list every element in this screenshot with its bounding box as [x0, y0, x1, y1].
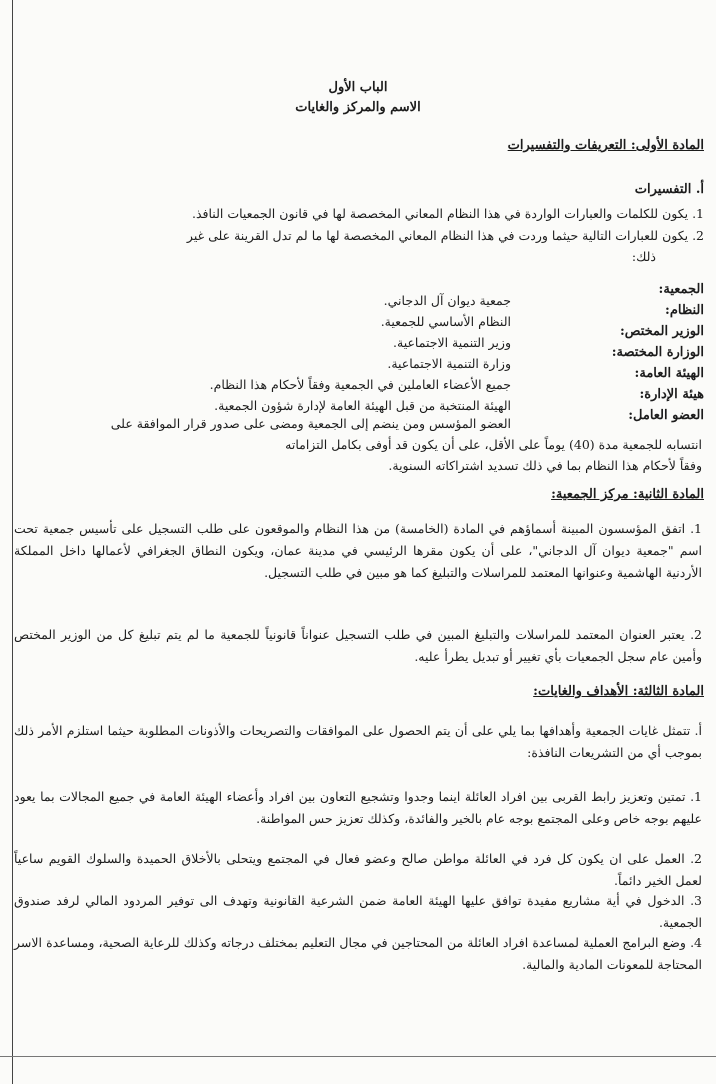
- goal-item: 3. الدخول في أية مشاريع مفيدة توافق عليها الهيئة العامة ضمن الشرعية القانونية وتهدف الى توفير المردود المالي لرفد صندوق الجمعية.: [14, 893, 702, 930]
- definition-term: الوزارة المختصة:: [611, 345, 704, 360]
- definition-term: هيئة الإدارة:: [639, 387, 704, 402]
- chapter-subtitle: الاسم والمركز والغايات: [295, 100, 421, 115]
- member-definition-line3: وفقاً لأحكام هذا النظام بما في ذلك تسديد اشتراكاته السنوية.: [388, 458, 702, 473]
- goal-item: 4. وضع البرامج العملية لمساعدة افراد العائلة من المحتاجين في مجال التعليم بمختلف درجاته وكذلك للرعاية الصحية، ومساعدة الاسر المحتاجة للمعونات المادية والمالية.: [14, 935, 702, 972]
- definition-terms: [564, 279, 704, 426]
- bottom-divider: [0, 1056, 716, 1057]
- definition-value: وزارة التنمية الاجتماعية.: [387, 356, 511, 371]
- member-definition-line2: انتسابه للجمعية مدة (40) يوماً على الأقل، على أن يكون قد أوفى بكامل التزاماته: [285, 437, 702, 452]
- definition-term: النظام:: [665, 303, 704, 318]
- member-definition-line1: العضو المؤسس ومن ينضم إلى الجمعية ومضى على صدور قرار الموافقة على: [110, 416, 511, 431]
- definition-value: جمعية ديوان آل الدجاني.: [383, 293, 511, 308]
- definition-value: جميع الأعضاء العاملين في الجمعية وفقاً لأحكام هذا النظام.: [209, 377, 511, 392]
- article3-heading: المادة الثالثة: الأهداف والغايات:: [533, 684, 704, 699]
- chapter-title: الباب الأول: [328, 80, 388, 95]
- definition-term: الهيئة العامة:: [634, 366, 704, 381]
- definition-values: [211, 290, 511, 416]
- left-edge-line: [12, 0, 13, 1084]
- goal-item: 1. تمتين وتعزيز رابط القربى بين افراد العائلة اينما وجدوا وتشجيع التعاون بين افراد وأعضاء الهيئة العامة في جميع المجالات بما يعود عليهم بوجه خاص وعلى المجتمع بوجه عام بالخير والفائدة، وكذلك تعزيز حس المواطنة.: [14, 789, 702, 826]
- definition-term: العضو العامل:: [628, 408, 704, 423]
- definition-value: وزير التنمية الاجتماعية.: [393, 335, 511, 350]
- definition-term: الوزير المختص:: [619, 324, 704, 339]
- article2-paragraph1: 1. اتفق المؤسسون المبينة أسماؤهم في المادة (الخامسة) من هذا النظام والموقعون على طلب التسجيل على تأسيس جمعية تحت اسم "جمعية ديوان آل الدجاني"، على أن يكون مقرها الرئيسي في مدينة عمان، ويكون النطاق الجغرافي لأعمالها داخل المملكة الأردنية الهاشمية وعنوانها المعتمد للمراسلات والتبليغ كما هو مبين في طلب التسجيل.: [14, 521, 702, 580]
- article1-item1: 1. يكون للكلمات والعبارات الواردة في هذا النظام المعاني المخصصة لها في قانون الجمعيات النافذ.: [191, 206, 704, 221]
- article2-paragraph2: 2. يعتبر العنوان المعتمد للمراسلات والتبليغ المبين في طلب التسجيل عنواناً قانونياً للجمعية ما لم يتم تبليغ كل من الوزير المختص وأمين عام سجل الجمعيات بأي تغيير أو تبديل يطرأ عليه.: [14, 627, 702, 664]
- definition-value: النظام الأساسي للجمعية.: [380, 314, 511, 329]
- section-a-heading: أ. التفسيرات: [634, 182, 704, 197]
- article1-heading: المادة الأولى: التعريفات والتفسيرات: [507, 138, 704, 153]
- goal-item: 2. العمل على ان يكون كل فرد في العائلة مواطن صالح وعضو فعال في المجتمع ويتحلى بالأخلاق الحميدة والسلوك القويم ساعياً لعمل الخير دائماً.: [14, 851, 702, 888]
- article2-heading: المادة الثانية: مركز الجمعية:: [551, 487, 704, 502]
- article1-item2-line2: ذلك:: [631, 249, 656, 264]
- definition-value: الهيئة المنتخبة من قبل الهيئة العامة لإدارة شؤون الجمعية.: [214, 398, 511, 413]
- article3-intro: أ. تتمثل غايات الجمعية وأهدافها بما يلي على أن يتم الحصول على الموافقات والتصريحات والأذونات المطلوبة حيثما استلزم الأمر ذلك بموجب أي من التشريعات النافذة:: [14, 723, 702, 760]
- article1-item2-line1: 2. يكون للعبارات التالية حيثما وردت في هذا النظام المعاني المخصصة لها ما لم تدل القرينة على غير: [186, 228, 704, 243]
- definition-term: الجمعية:: [658, 282, 704, 297]
